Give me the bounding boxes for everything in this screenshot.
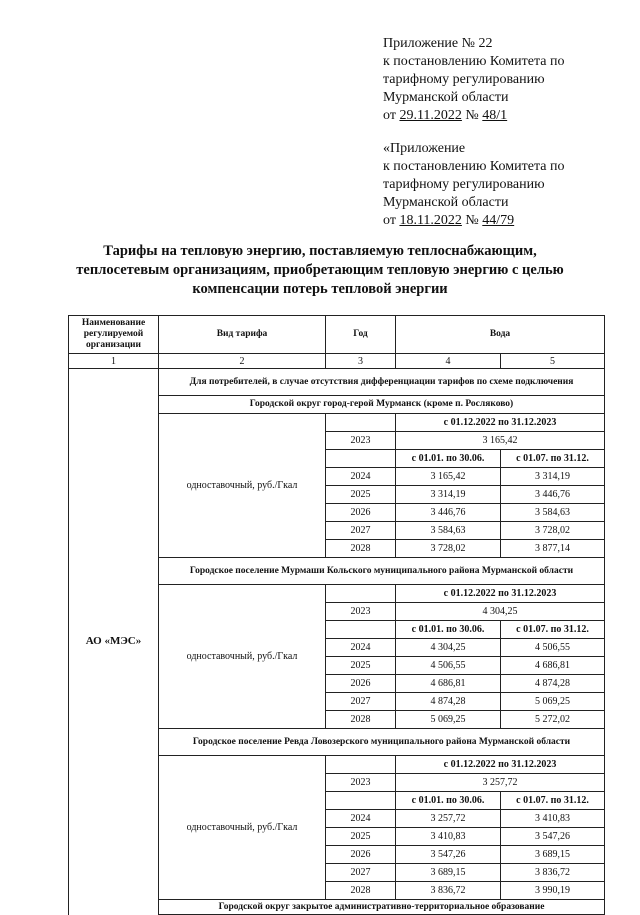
year-cell: 2026 bbox=[326, 504, 396, 522]
appendix-current-reference bbox=[383, 35, 564, 125]
number-prefix: № bbox=[461, 108, 483, 123]
resolution-number: 48/1 bbox=[482, 108, 508, 123]
title-line: Тарифы на тепловую энергию, поставляемую теплоснабжающим, bbox=[103, 243, 537, 259]
tariff-value: 4 506,55 bbox=[396, 657, 501, 675]
tariff-value: 3 257,72 bbox=[396, 810, 501, 828]
tariff-value: 3 877,14 bbox=[501, 540, 605, 558]
number-prefix: № bbox=[461, 213, 483, 228]
year-cell: 2023 bbox=[326, 603, 396, 621]
half1-header: с 01.01. по 30.06. bbox=[396, 450, 501, 468]
appendix-line: к постановлению Комитета по bbox=[383, 54, 565, 69]
table-row bbox=[69, 369, 605, 396]
appendix-previous-reference bbox=[383, 140, 564, 230]
tariff-value: 5 069,25 bbox=[396, 711, 501, 729]
tariff-value: 3 584,63 bbox=[396, 522, 501, 540]
year-cell: 2026 bbox=[326, 675, 396, 693]
date-prefix: от bbox=[383, 213, 400, 228]
tariff-value: 4 686,81 bbox=[396, 675, 501, 693]
tariff-value: 4 304,25 bbox=[396, 639, 501, 657]
period-header: с 01.12.2022 по 31.12.2023 bbox=[396, 585, 605, 603]
year-cell: 2023 bbox=[326, 774, 396, 792]
column-numbers-row bbox=[69, 354, 605, 369]
year-cell: 2024 bbox=[326, 810, 396, 828]
tariff-value: 3 314,19 bbox=[396, 486, 501, 504]
appendix-date-line bbox=[383, 212, 564, 230]
column-number: 2 bbox=[159, 354, 326, 369]
appendix-line: к постановлению Комитета по bbox=[383, 159, 565, 174]
resolution-number: 44/79 bbox=[482, 213, 515, 228]
tariff-value: 3 314,19 bbox=[501, 468, 605, 486]
period-header: с 01.12.2022 по 31.12.2023 bbox=[396, 414, 605, 432]
period-header: с 01.12.2022 по 31.12.2023 bbox=[396, 756, 605, 774]
tariff-value: 3 584,63 bbox=[501, 504, 605, 522]
empty-cell bbox=[326, 792, 396, 810]
document-title bbox=[40, 242, 600, 299]
tariff-value: 3 547,26 bbox=[396, 846, 501, 864]
tariff-value: 3 257,72 bbox=[396, 774, 605, 792]
column-number: 3 bbox=[326, 354, 396, 369]
section-name: Городское поселение Ревда Ловозерского муниципального района Мурманской области bbox=[159, 729, 605, 756]
tariff-value: 3 990,19 bbox=[501, 882, 605, 900]
tariff-value: 3 446,76 bbox=[396, 504, 501, 522]
tariff-value: 3 410,83 bbox=[396, 828, 501, 846]
organization-name: АО «МЭС» bbox=[69, 369, 159, 915]
tariff-value: 3 836,72 bbox=[396, 882, 501, 900]
year-cell: 2028 bbox=[326, 711, 396, 729]
section-name: Городское поселение Мурмаши Кольского муниципального района Мурманской области bbox=[159, 558, 605, 585]
year-cell: 2024 bbox=[326, 639, 396, 657]
empty-cell bbox=[326, 414, 396, 432]
header-year: Год bbox=[326, 316, 396, 354]
section-name: Городской округ город-герой Мурманск (кроме п. Росляково) bbox=[159, 396, 605, 414]
year-cell: 2027 bbox=[326, 864, 396, 882]
tariff-value: 3 689,15 bbox=[501, 846, 605, 864]
tariff-value: 4 506,55 bbox=[501, 639, 605, 657]
table-header-row bbox=[69, 316, 605, 354]
tariff-value: 4 874,28 bbox=[501, 675, 605, 693]
appendix-date-line bbox=[383, 107, 564, 125]
year-cell: 2028 bbox=[326, 882, 396, 900]
date-prefix: от bbox=[383, 108, 400, 123]
tariff-type: одноставочный, руб./Гкал bbox=[159, 585, 326, 729]
tariff-value: 5 069,25 bbox=[501, 693, 605, 711]
tariff-value: 3 446,76 bbox=[501, 486, 605, 504]
year-cell: 2028 bbox=[326, 540, 396, 558]
tariff-value: 3 728,02 bbox=[501, 522, 605, 540]
year-cell: 2025 bbox=[326, 486, 396, 504]
header-water: Вода bbox=[396, 316, 605, 354]
tariff-table bbox=[68, 315, 605, 915]
header-org: Наименование регулируемой организации bbox=[69, 316, 159, 354]
tariff-value: 4 874,28 bbox=[396, 693, 501, 711]
year-cell: 2024 bbox=[326, 468, 396, 486]
tariff-value: 4 304,25 bbox=[396, 603, 605, 621]
appendix-line: тарифному регулированию bbox=[383, 72, 545, 87]
empty-cell bbox=[326, 450, 396, 468]
section-name: Городской округ закрытое административно-территориальное образование bbox=[159, 900, 605, 915]
column-number: 5 bbox=[501, 354, 605, 369]
year-cell: 2027 bbox=[326, 522, 396, 540]
year-cell: 2026 bbox=[326, 846, 396, 864]
tariff-value: 3 165,42 bbox=[396, 432, 605, 450]
empty-cell bbox=[326, 756, 396, 774]
tariff-value: 3 547,26 bbox=[501, 828, 605, 846]
tariff-value: 4 686,81 bbox=[501, 657, 605, 675]
half1-header: с 01.01. по 30.06. bbox=[396, 621, 501, 639]
half2-header: с 01.07. по 31.12. bbox=[501, 621, 605, 639]
appendix-line: Мурманской области bbox=[383, 195, 509, 210]
tariff-type: одноставочный, руб./Гкал bbox=[159, 414, 326, 558]
appendix-line: Приложение № 22 bbox=[383, 36, 493, 51]
tariff-value: 3 836,72 bbox=[501, 864, 605, 882]
half2-header: с 01.07. по 31.12. bbox=[501, 792, 605, 810]
empty-cell bbox=[326, 621, 396, 639]
tariff-value: 3 689,15 bbox=[396, 864, 501, 882]
consumer-note: Для потребителей, в случае отсутствия дифференциации тарифов по схеме подключения bbox=[159, 369, 605, 396]
empty-cell bbox=[326, 585, 396, 603]
year-cell: 2023 bbox=[326, 432, 396, 450]
year-cell: 2025 bbox=[326, 657, 396, 675]
title-line: теплосетевым организациям, приобретающим тепловую энергию с целью bbox=[76, 262, 564, 278]
column-number: 1 bbox=[69, 354, 159, 369]
header-tariff-type: Вид тарифа bbox=[159, 316, 326, 354]
resolution-date: 29.11.2022 bbox=[399, 108, 462, 123]
half1-header: с 01.01. по 30.06. bbox=[396, 792, 501, 810]
half2-header: с 01.07. по 31.12. bbox=[501, 450, 605, 468]
resolution-date: 18.11.2022 bbox=[399, 213, 462, 228]
tariff-value: 3 410,83 bbox=[501, 810, 605, 828]
year-cell: 2025 bbox=[326, 828, 396, 846]
tariff-type: одноставочный, руб./Гкал bbox=[159, 756, 326, 900]
appendix-line: «Приложение bbox=[383, 141, 466, 156]
year-cell: 2027 bbox=[326, 693, 396, 711]
column-number: 4 bbox=[396, 354, 501, 369]
appendix-line: Мурманской области bbox=[383, 90, 509, 105]
appendix-line: тарифному регулированию bbox=[383, 177, 545, 192]
title-line: компенсации потерь тепловой энергии bbox=[192, 281, 448, 297]
tariff-value: 3 728,02 bbox=[396, 540, 501, 558]
tariff-value: 3 165,42 bbox=[396, 468, 501, 486]
tariff-value: 5 272,02 bbox=[501, 711, 605, 729]
